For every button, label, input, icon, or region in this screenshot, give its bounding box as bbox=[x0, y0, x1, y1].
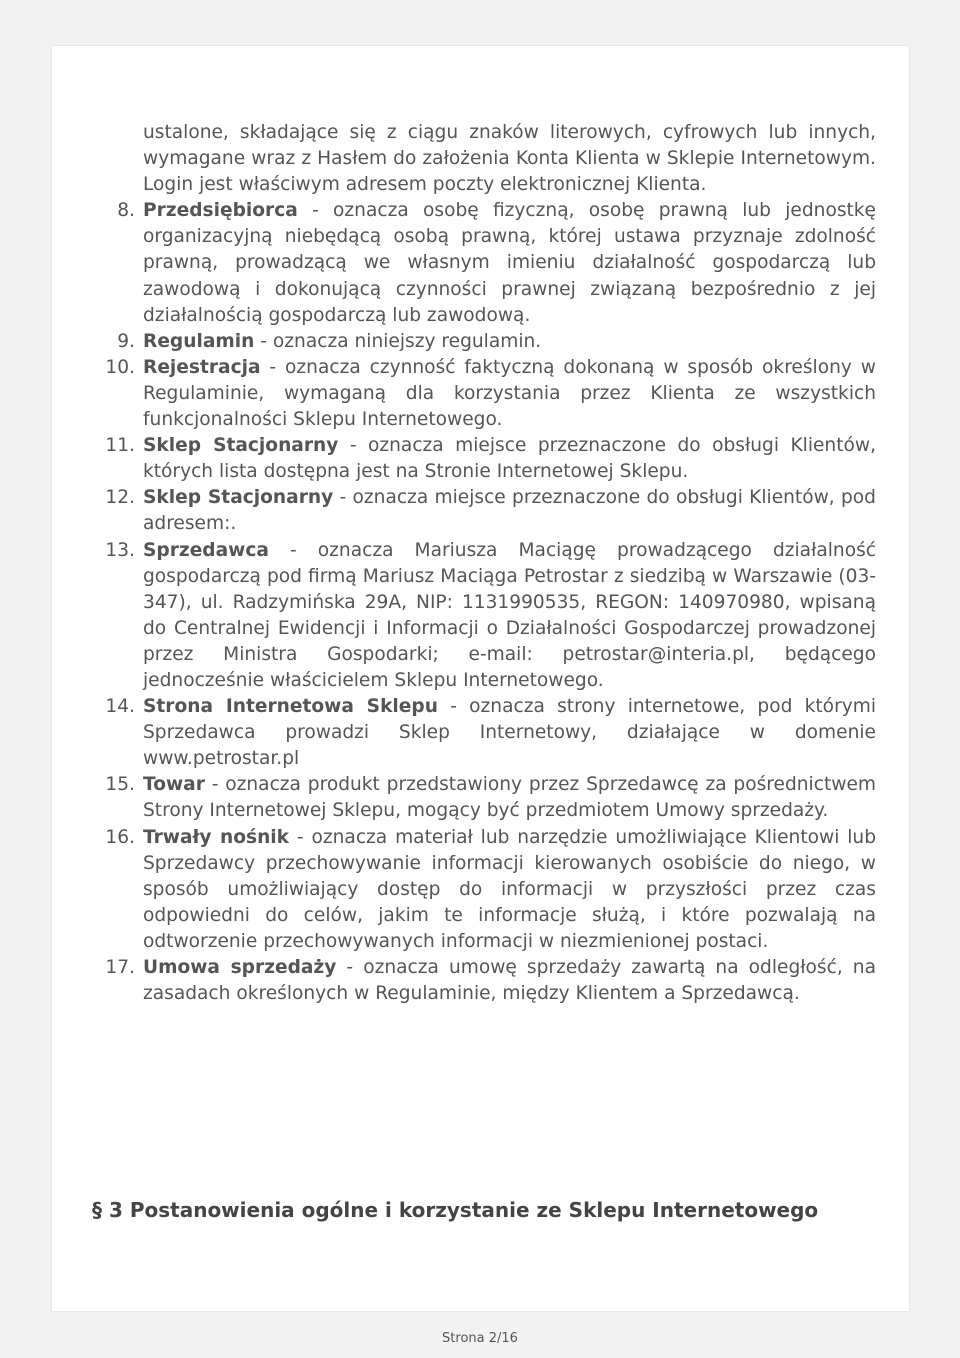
definition-content bbox=[143, 485, 876, 537]
definition-content bbox=[143, 694, 876, 772]
definition-item bbox=[92, 485, 876, 537]
definition-number: 11. bbox=[105, 435, 135, 457]
page-number: Strona 2/16 bbox=[442, 1331, 518, 1346]
definition-text: - oznacza produkt przedstawiony przez Sprzedawcę za pośrednictwem Strony Internetowej Sklepu, mogący być przedmiotem Umowy sprzedaży. bbox=[143, 774, 876, 822]
definition-item bbox=[92, 198, 876, 328]
definition-item bbox=[92, 433, 876, 485]
definition-content bbox=[143, 355, 876, 433]
definition-term: Regulamin bbox=[143, 330, 255, 352]
definition-item bbox=[92, 694, 876, 772]
definition-item bbox=[92, 955, 876, 1007]
definition-term: Towar bbox=[143, 774, 205, 796]
definition-text: - oznacza strony internetowe, pod którymi Sprzedawca prowadzi Sklep Internetowy, działające w domenie www.petrostar.pl bbox=[143, 696, 876, 770]
definition-number: 10. bbox=[105, 356, 135, 378]
definition-term: Przedsiębiorca bbox=[143, 200, 298, 222]
definition-item bbox=[92, 772, 876, 824]
definition-term: Umowa sprzedaży bbox=[143, 957, 337, 978]
definition-term: Sklep Stacjonarny bbox=[143, 487, 334, 509]
definition-term: Rejestracja bbox=[143, 356, 261, 378]
definition-number: 17. bbox=[105, 957, 135, 978]
definition-content bbox=[143, 825, 876, 955]
section-heading: § 3 Postanowienia ogólne i korzystanie ze Sklepu Internetowego bbox=[92, 1198, 819, 1222]
definition-number: 14. bbox=[105, 696, 135, 718]
definition-content bbox=[143, 433, 876, 485]
definition-text: - oznacza osobę fizyczną, osobę prawną lub jednostkę organizacyjną niebędącą osobą prawną, której ustawa przyznaje zdolność prawną, prowadzącą we własnym imieniu działalność gospodarczą lub zawodową i dokonującą czynności prawnej związaną bezpośrednio z jej działalnością gospodarczą lub zawodową. bbox=[143, 200, 876, 326]
definition-text: - oznacza miejsce przeznaczone do obsługi Klientów, których lista dostępna jest na Stronie Internetowej Sklepu. bbox=[143, 435, 876, 483]
definition-number: 9. bbox=[117, 330, 135, 352]
definition-item bbox=[92, 355, 876, 433]
definition-content bbox=[143, 329, 876, 355]
definition-number: 12. bbox=[105, 487, 135, 509]
definitions-list bbox=[92, 198, 876, 1007]
definition-number: 13. bbox=[105, 539, 135, 561]
definition-number: 16. bbox=[105, 826, 135, 848]
definition-term: Sprzedawca bbox=[143, 539, 269, 561]
definition-item bbox=[92, 329, 876, 355]
definition-term: Trwały nośnik bbox=[143, 826, 290, 848]
continuation-paragraph: ustalone, składające się z ciągu znaków literowych, cyfrowych lub innych, wymagane wraz z Hasłem do założenia Konta Klienta w Sklepie Internetowym. Login jest właściwym adresem poczty elektronicznej Klienta. bbox=[143, 122, 876, 196]
definition-text: - oznacza materiał lub narzędzie umożliwiające Klientowi lub Sprzedawcy przechowywanie informacji kierowanych osobiście do niego, w sposób umożliwiający dostęp do informacji w przyszłości przez czas odpowiedni do celów, jakim te informacje służą, i które pozwalają na odtworzenie przechowywanych informacji w niezmienionej postaci. bbox=[143, 826, 876, 952]
definition-term: Sklep Stacjonarny bbox=[143, 435, 339, 457]
definition-text: - oznacza miejsce przeznaczone do obsługi Klientów, pod adresem:. bbox=[143, 487, 876, 535]
definition-number: 15. bbox=[105, 774, 135, 796]
document-body bbox=[92, 120, 876, 1007]
definition-content bbox=[143, 198, 876, 328]
definition-item bbox=[92, 538, 876, 695]
definition-text: - oznacza niniejszy regulamin. bbox=[254, 330, 542, 352]
definition-text: - oznacza umowę sprzedaży zawartą na odległość, na zasadach określonych w Regulaminie, między Klientem a Sprzedawcą. bbox=[143, 957, 876, 1005]
definition-text: - oznacza Mariusza Maciągę prowadzącego działalność gospodarczą pod firmą Mariusz Maciąga Petrostar z siedzibą w Warszawie (03-347), ul. Radzymińska 29A, NIP: 1131990535, REGON: 140970980, wpisaną do Centralnej Ewidencji i Informacji o Działalności Gospodarczej prowadzonej przez Ministra Gospodarki; e-mail: petrostar@interia.pl, będącego jednocześnie właścicielem Sklepu Internetowego. bbox=[143, 539, 876, 691]
definition-content bbox=[143, 772, 876, 824]
definition-item bbox=[92, 825, 876, 955]
definition-content bbox=[143, 955, 876, 1007]
definition-number: 8. bbox=[117, 200, 135, 222]
definition-text: - oznacza czynność faktyczną dokonaną w sposób określony w Regulaminie, wymaganą dla korzystania przez Klienta ze wszystkich funkcjonalności Sklepu Internetowego. bbox=[143, 356, 876, 431]
definition-term: Strona Internetowa Sklepu bbox=[143, 696, 438, 718]
definition-content bbox=[143, 538, 876, 695]
